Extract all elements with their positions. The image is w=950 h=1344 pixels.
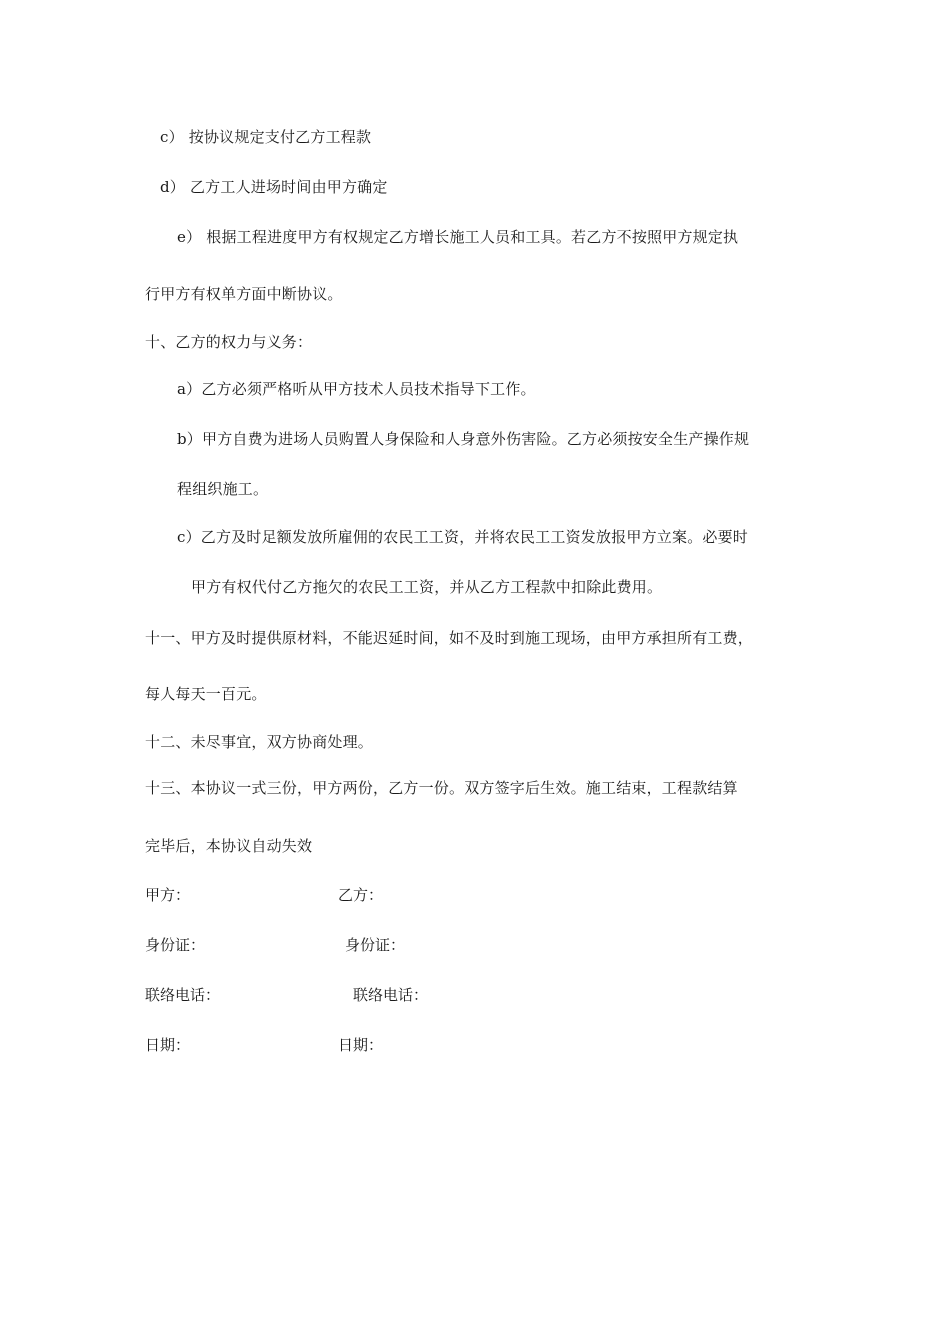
party-a-phone-label: 联络电话：: [145, 986, 221, 1004]
clause-twelve-line1: 十二、未尽事宜，双方协商处理。: [145, 733, 374, 751]
clause-ten-item-a: a）乙方必须严格听从甲方技术人员技术指导下工作。: [177, 380, 536, 398]
clause-ten-heading: 十、乙方的权力与义务：: [145, 333, 313, 351]
party-b-id-label: 身份证：: [345, 936, 406, 954]
party-b-phone-label: 联络电话：: [353, 986, 429, 1004]
clause-ten-item-b-line1: b）甲方自费为进场人员购置人身保险和人身意外伤害险。乙方必须按安全生产操作规: [177, 430, 750, 448]
clause-ten-item-b-line2: 程组织施工。: [177, 480, 269, 498]
party-a-id-label: 身份证：: [145, 936, 206, 954]
clause-thirteen-line2: 完毕后，本协议自动失效: [145, 837, 313, 855]
clause-ten-item-c-line2: 甲方有权代付乙方拖欠的农民工工资，并从乙方工程款中扣除此费用。: [191, 578, 663, 596]
clause-nine-item-e-line1: e） 根据工程进度甲方有权规定乙方增长施工人员和工具。若乙方不按照甲方规定执: [177, 228, 739, 246]
party-b-label: 乙方：: [338, 886, 384, 904]
party-a-label: 甲方：: [145, 886, 191, 904]
party-b-date-label: 日期：: [338, 1036, 384, 1054]
clause-ten-item-c-line1: c）乙方及时足额发放所雇佣的农民工工资，并将农民工工资发放报甲方立案。必要时: [177, 528, 749, 546]
party-a-date-label: 日期：: [145, 1036, 191, 1054]
clause-thirteen-line1: 十三、本协议一式三份，甲方两份，乙方一份。双方签字后生效。施工结束，工程款结算: [145, 779, 738, 797]
clause-nine-item-d: d） 乙方工人进场时间由甲方确定: [160, 178, 388, 196]
clause-eleven-line2: 每人每天一百元。: [145, 685, 267, 703]
clause-eleven-line1: 十一、甲方及时提供原材料，不能迟延时间，如不及时到施工现场，由甲方承担所有工费，: [145, 629, 754, 647]
clause-nine-item-c: c） 按协议规定支付乙方工程款: [160, 128, 372, 146]
clause-nine-item-e-line2: 行甲方有权单方面中断协议。: [145, 285, 343, 303]
